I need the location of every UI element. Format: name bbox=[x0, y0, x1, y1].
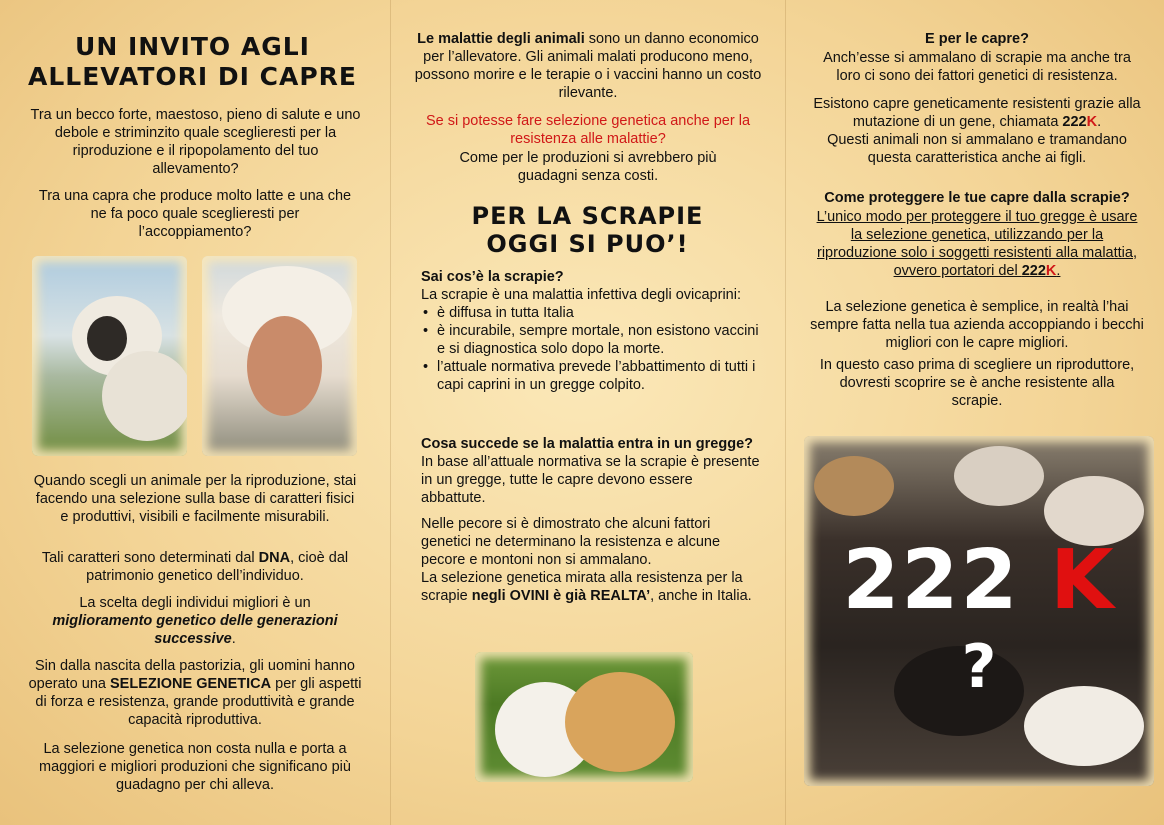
protect-text-d: . bbox=[1056, 263, 1061, 279]
column-right bbox=[790, 0, 1164, 825]
goat-herd-photo bbox=[804, 436, 1154, 786]
question-paragraph: Se si potesse fare selezione genetica anche per la resistenza alle malattie? bbox=[425, 113, 751, 147]
bullet-item: • l’attuale normativa prevede l’abbattimento di tutti i capi caprini in un gregge colpito. bbox=[421, 358, 761, 394]
billy-goat-photo bbox=[32, 256, 187, 456]
sheep-reality-text-c: , anche in Italia. bbox=[650, 588, 752, 604]
sheep-reality-text-a: La selezione genetica mirata alla resistenza per la scrapie bbox=[421, 570, 743, 604]
scrapie-title-line1: PER LA SCRAPIE bbox=[471, 202, 704, 230]
udder-shape bbox=[247, 316, 322, 416]
protect-text-a: L’unico modo per proteggere il tuo gregge è usare la selezione genetica, utilizzando per la riproduzione solo i soggetti resistenti alla malattia, ovvero portatori del bbox=[816, 209, 1138, 279]
selection-paragraph: Quando scegli un animale per la riproduzione, stai facendo una selezione sulla base di caratteri fisici e produttivi, visibili e facilmente misurabili. bbox=[33, 473, 357, 525]
herd-goat-shape bbox=[954, 446, 1044, 506]
improvement-paragraph bbox=[34, 594, 356, 648]
protect-text-b: 222 bbox=[1021, 263, 1046, 279]
sheep-reality-paragraph bbox=[421, 569, 761, 605]
dna-text-b: DNA bbox=[258, 550, 291, 566]
protect-text-c: K bbox=[1045, 263, 1057, 279]
sheep-and-goat-photo bbox=[475, 652, 693, 782]
main-title bbox=[0, 32, 385, 92]
scrapie-info-block bbox=[421, 268, 761, 394]
column-left bbox=[0, 0, 385, 825]
goat-udder-photo bbox=[202, 256, 357, 456]
bullet-item: • è incurabile, sempre mortale, non esistono vaccini e si diagnostica solo dopo la morte. bbox=[421, 322, 761, 358]
diseases-text-b: sono un danno economico per l’allevatore. Gli animali malati producono meno, possono morire e le terapie o i vaccini hanno un costo rilevante. bbox=[414, 31, 762, 101]
mutation-paragraph bbox=[808, 95, 1146, 131]
scrapie-bullet-list bbox=[421, 304, 761, 394]
intro-paragraph-1: Tra un becco forte, maestoso, pieno di salute e uno debole e striminzito quale sceglieresti per la riproduzione e il ripopolamento del tuo allevamento? bbox=[30, 107, 361, 177]
goats-heading: E per le capre? bbox=[925, 31, 1029, 47]
goat-shape bbox=[565, 672, 675, 772]
dna-paragraph bbox=[30, 549, 360, 585]
fold-line-2 bbox=[785, 0, 786, 825]
goats-paragraph: Anch’esse si ammalano di scrapie ma anche tra loro ci sono dei fattori genetici di resistenza. bbox=[823, 50, 1131, 84]
gain-paragraph: Come per le produzioni si avrebbero più guadagni senza costi. bbox=[459, 150, 717, 184]
outbreak-block bbox=[421, 435, 761, 605]
diseases-paragraph bbox=[407, 30, 769, 102]
improvement-text-a: La scelta degli individui migliori è un bbox=[79, 595, 311, 611]
improvement-text-c: . bbox=[231, 631, 236, 647]
herd-goat-shape bbox=[814, 456, 894, 516]
mutation-text-a: Esistono capre geneticamente resistenti grazie alla mutazione di un gene, chiamata bbox=[813, 96, 1141, 130]
goat-body-shape bbox=[102, 351, 187, 441]
protect-paragraph bbox=[816, 208, 1138, 280]
scrapie-definition: La scrapie è una malattia infettiva degli ovicaprini: bbox=[421, 287, 741, 303]
improvement-text-b: miglioramento genetico delle generazioni successive bbox=[52, 613, 338, 647]
intro-paragraph-2: Tra una capra che produce molto latte e una che ne fa poco quale sceglieresti per l’accoppiamento? bbox=[38, 188, 352, 240]
main-title-line2: ALLEVATORI DI CAPRE bbox=[27, 62, 357, 91]
dna-text-a: Tali caratteri sono determinati dal bbox=[41, 550, 259, 566]
pastoral-text-b: SELEZIONE GENETICA bbox=[110, 676, 272, 692]
big-222-number: 222 bbox=[842, 533, 1020, 628]
main-title-line1: UN INVITO AGLI bbox=[75, 32, 310, 61]
protect-heading: Come proteggere le tue capre dalla scrapie? bbox=[824, 190, 1130, 206]
mutation-text-d: . bbox=[1097, 114, 1102, 130]
big-222k-label bbox=[804, 533, 1154, 628]
big-k-letter: K bbox=[1050, 533, 1116, 628]
outbreak-heading: Cosa succede se la malattia entra in un gregge? bbox=[421, 436, 753, 452]
bullet-item: • è diffusa in tutta Italia bbox=[421, 304, 761, 322]
pastoral-text-a: Sin dalla nascita della pastorizia, gli uomini hanno operato una bbox=[28, 658, 355, 692]
goat-face-shape bbox=[87, 316, 127, 361]
column-middle bbox=[395, 0, 780, 825]
scrapie-heading: Sai cos’è la scrapie? bbox=[421, 269, 564, 285]
big-question-mark: ? bbox=[961, 632, 997, 702]
simple-selection-paragraph: La selezione genetica è semplice, in realtà l’hai sempre fatta nella tua azienda accoppiando i becchi migliori con le capre migliori. bbox=[810, 299, 1144, 351]
dna-text-c: , cioè dal patrimonio genetico dell’individuo. bbox=[86, 550, 349, 584]
sheep-paragraph: Nelle pecore si è dimostrato che alcuni fattori genetici ne determinano la resistenza e alcune pecore e montoni non si ammalano. bbox=[421, 516, 721, 568]
outbreak-paragraph: In base all’attuale normativa se la scrapie è presente in un gregge, tutte le capre devono essere abbattute. bbox=[421, 454, 760, 506]
pastoral-text-c: per gli aspetti di forza e resistenza, grande produttività e grande capacità riproduttiva. bbox=[35, 676, 362, 728]
scrapie-title bbox=[395, 202, 780, 258]
choose-breeder-paragraph: In questo caso prima di scegliere un riproduttore, dovresti scoprire se è anche resistente alla scrapie. bbox=[819, 357, 1135, 409]
mutation-text-c: K bbox=[1086, 114, 1098, 130]
sheep-reality-text-b: negli OVINI è già REALTA’ bbox=[471, 588, 651, 604]
mutation-text-b: 222 bbox=[1062, 114, 1087, 130]
heredity-paragraph: Questi animali non si ammalano e tramandano questa caratteristica anche ai figli. bbox=[827, 132, 1127, 166]
fold-line-1 bbox=[390, 0, 391, 825]
diseases-text-a: Le malattie degli animali bbox=[417, 31, 585, 47]
scrapie-title-line2: OGGI SI PUO’! bbox=[486, 230, 689, 258]
cost-paragraph: La selezione genetica non costa nulla e porta a maggiori e migliori produzioni che significano più guadagno per chi alleva. bbox=[39, 741, 351, 793]
pastoral-paragraph bbox=[28, 657, 362, 729]
